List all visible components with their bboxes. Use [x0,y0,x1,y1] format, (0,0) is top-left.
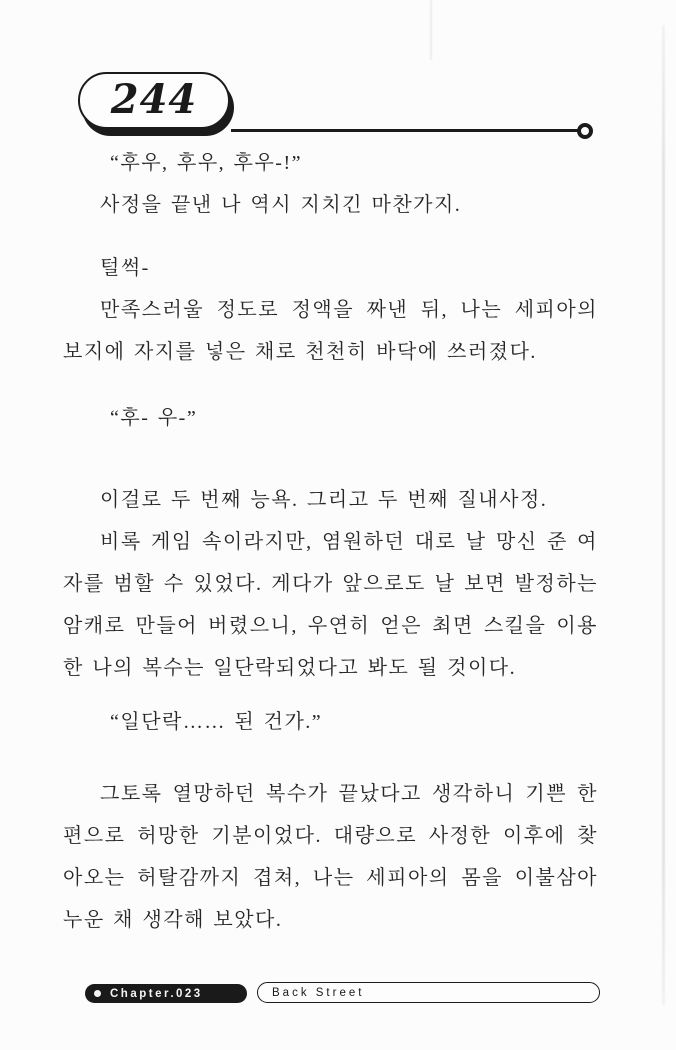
chapter-badge [85,984,247,1003]
page-number-badge [78,72,230,129]
chapter-label: Chapter.023 [110,987,203,1000]
header-ring-icon [577,123,593,139]
section-label: Back Street [272,986,365,999]
section-badge [257,982,600,1003]
paragraph: 사정을 끝낸 나 역시 지치긴 마찬가지. [100,194,462,216]
paragraph: 그토록 열망하던 복수가 끝났다고 생각하니 기쁜 한편으로 허망한 기분이었다. 대량으로 사정한 이후에 찾아오는 허탈감까지 겹쳐, 나는 세피아의 몸을 이불삼아 누운 채 생각해 보았다. [63,783,598,931]
paragraph: “후- 우-” [110,407,198,429]
scan-fold-artifact [430,0,432,60]
paragraph: 만족스러울 정도로 정액을 짜낸 뒤, 나는 세피아의 보지에 자지를 넣은 채로 천천히 바닥에 쓰러졌다. [63,299,598,363]
bullet-dot-icon [94,990,101,997]
header-rule [231,129,578,132]
body-text [63,142,598,941]
page-edge-shadow [662,25,665,1005]
paragraph: “일단락…… 된 건가.” [110,711,323,733]
paragraph: 이걸로 두 번째 능욕. 그리고 두 번째 질내사정. [100,489,548,511]
paragraph: “후우, 후우, 후우-!” [110,152,302,174]
page-number: 244 [110,76,198,123]
paragraph: 비록 게임 속이라지만, 염원하던 대로 날 망신 준 여자를 범할 수 있었다. 게다가 앞으로도 날 보면 발정하는 암캐로 만들어 버렸으니, 우연히 얻은 최면 스킬을 이용한 나의 복수는 일단락되었다고 봐도 될 것이다. [63,531,598,679]
paragraph: 털썩- [100,257,150,279]
